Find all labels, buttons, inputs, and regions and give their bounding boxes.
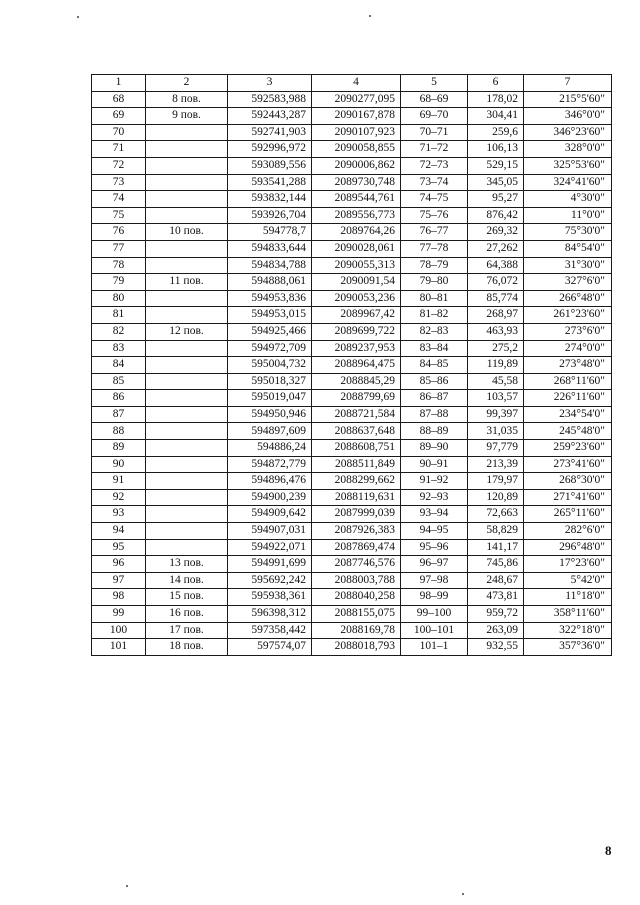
- cell-bearing: 274°0'0": [524, 340, 612, 357]
- cell-coord-x: 594888,061: [228, 274, 312, 291]
- cell-length: 64,388: [468, 257, 524, 274]
- cell-turn-label: [146, 157, 228, 174]
- cell-point-number: 84: [92, 357, 146, 374]
- cell-turn-label: 15 пов.: [146, 589, 228, 606]
- cell-point-number: 68: [92, 91, 146, 108]
- cell-coord-y: 2087869,474: [312, 539, 401, 556]
- cell-bearing: 273°48'0": [524, 357, 612, 374]
- cell-length: 97,779: [468, 440, 524, 457]
- cell-point-number: 69: [92, 108, 146, 125]
- cell-bearing: 328°0'0": [524, 141, 612, 158]
- cell-point-number: 81: [92, 307, 146, 324]
- cell-length: 959,72: [468, 606, 524, 623]
- header-col-5: 5: [401, 75, 468, 92]
- cell-bearing: 31°30'0": [524, 257, 612, 274]
- cell-bearing: 234°54'0": [524, 406, 612, 423]
- cell-coord-y: 2089730,748: [312, 174, 401, 191]
- header-col-2: 2: [146, 75, 228, 92]
- cell-coord-x: 594972,709: [228, 340, 312, 357]
- cell-segment: 77–78: [401, 240, 468, 257]
- cell-segment: 93–94: [401, 506, 468, 523]
- cell-segment: 88–89: [401, 423, 468, 440]
- cell-coord-y: 2087926,383: [312, 523, 401, 540]
- cell-coord-x: 595938,361: [228, 589, 312, 606]
- cell-turn-label: [146, 290, 228, 307]
- table-row: [92, 91, 612, 108]
- cell-turn-label: [146, 340, 228, 357]
- cell-length: 31,035: [468, 423, 524, 440]
- cell-coord-x: 594872,779: [228, 456, 312, 473]
- cell-bearing: 261°23'60": [524, 307, 612, 324]
- cell-point-number: 75: [92, 207, 146, 224]
- cell-segment: 80–81: [401, 290, 468, 307]
- table-row: [92, 473, 612, 490]
- cell-coord-y: 2090107,923: [312, 124, 401, 141]
- table-row: [92, 224, 612, 241]
- cell-length: 213,39: [468, 456, 524, 473]
- header-col-1: 1: [92, 75, 146, 92]
- cell-coord-y: 2088511,849: [312, 456, 401, 473]
- cell-length: 345,05: [468, 174, 524, 191]
- cell-coord-x: 593541,288: [228, 174, 312, 191]
- cell-point-number: 100: [92, 622, 146, 639]
- cell-point-number: 80: [92, 290, 146, 307]
- cell-coord-y: 2089764,26: [312, 224, 401, 241]
- cell-bearing: 268°30'0": [524, 473, 612, 490]
- cell-coord-y: 2088721,584: [312, 406, 401, 423]
- cell-point-number: 96: [92, 556, 146, 573]
- table-row: [92, 108, 612, 125]
- cell-turn-label: [146, 440, 228, 457]
- scan-speck: [369, 15, 371, 17]
- cell-coord-x: 595004,732: [228, 357, 312, 374]
- cell-point-number: 97: [92, 572, 146, 589]
- table-body: [92, 91, 612, 655]
- cell-bearing: 245°48'0": [524, 423, 612, 440]
- table-row: [92, 290, 612, 307]
- cell-length: 85,774: [468, 290, 524, 307]
- cell-segment: 86–87: [401, 390, 468, 407]
- cell-segment: 89–90: [401, 440, 468, 457]
- table-row: [92, 406, 612, 423]
- cell-segment: 81–82: [401, 307, 468, 324]
- cell-bearing: 259°23'60": [524, 440, 612, 457]
- cell-point-number: 92: [92, 489, 146, 506]
- table-row: [92, 323, 612, 340]
- cell-coord-y: 2088040,258: [312, 589, 401, 606]
- cell-bearing: 75°30'0": [524, 224, 612, 241]
- cell-point-number: 87: [92, 406, 146, 423]
- cell-coord-x: 594897,609: [228, 423, 312, 440]
- cell-bearing: 84°54'0": [524, 240, 612, 257]
- cell-length: 58,829: [468, 523, 524, 540]
- cell-point-number: 71: [92, 141, 146, 158]
- cell-bearing: 215°5'60": [524, 91, 612, 108]
- cell-coord-x: 594953,015: [228, 307, 312, 324]
- cell-point-number: 79: [92, 274, 146, 291]
- cell-coord-x: 595692,242: [228, 572, 312, 589]
- cell-coord-y: 2089544,761: [312, 191, 401, 208]
- cell-coord-y: 2088608,751: [312, 440, 401, 457]
- cell-bearing: 358°11'60": [524, 606, 612, 623]
- cell-turn-label: [146, 207, 228, 224]
- cell-coord-y: 2088964,475: [312, 357, 401, 374]
- cell-segment: 87–88: [401, 406, 468, 423]
- cell-turn-label: 10 пов.: [146, 224, 228, 241]
- cell-segment: 76–77: [401, 224, 468, 241]
- cell-coord-y: 2088799,69: [312, 390, 401, 407]
- table-header: [92, 75, 612, 92]
- cell-length: 120,89: [468, 489, 524, 506]
- cell-turn-label: 18 пов.: [146, 639, 228, 656]
- cell-point-number: 73: [92, 174, 146, 191]
- cell-turn-label: [146, 174, 228, 191]
- cell-bearing: 11°0'0": [524, 207, 612, 224]
- cell-coord-x: 592741,903: [228, 124, 312, 141]
- cell-turn-label: [146, 124, 228, 141]
- table-row: [92, 207, 612, 224]
- cell-coord-x: 592583,988: [228, 91, 312, 108]
- cell-coord-x: 596398,312: [228, 606, 312, 623]
- cell-bearing: 282°6'0": [524, 523, 612, 540]
- cell-coord-x: 594886,24: [228, 440, 312, 457]
- cell-bearing: 266°48'0": [524, 290, 612, 307]
- cell-length: 141,17: [468, 539, 524, 556]
- cell-coord-x: 594922,071: [228, 539, 312, 556]
- cell-point-number: 85: [92, 373, 146, 390]
- table-row: [92, 157, 612, 174]
- table-row: [92, 440, 612, 457]
- cell-turn-label: [146, 539, 228, 556]
- table-row: [92, 191, 612, 208]
- cell-coord-y: 2088845,29: [312, 373, 401, 390]
- cell-turn-label: 16 пов.: [146, 606, 228, 623]
- cell-coord-y: 2090058,855: [312, 141, 401, 158]
- table-row: [92, 622, 612, 639]
- cell-point-number: 83: [92, 340, 146, 357]
- cell-length: 259,6: [468, 124, 524, 141]
- cell-length: 119,89: [468, 357, 524, 374]
- cell-length: 106,13: [468, 141, 524, 158]
- cell-length: 745,86: [468, 556, 524, 573]
- cell-length: 72,663: [468, 506, 524, 523]
- cell-bearing: 296°48'0": [524, 539, 612, 556]
- cell-bearing: 325°53'60": [524, 157, 612, 174]
- cell-turn-label: 9 пов.: [146, 108, 228, 125]
- cell-coord-y: 2090053,236: [312, 290, 401, 307]
- cell-point-number: 77: [92, 240, 146, 257]
- cell-coord-y: 2090167,878: [312, 108, 401, 125]
- table-row: [92, 340, 612, 357]
- cell-point-number: 101: [92, 639, 146, 656]
- cell-bearing: 273°6'0": [524, 323, 612, 340]
- cell-coord-y: 2088155,075: [312, 606, 401, 623]
- cell-bearing: 11°18'0": [524, 589, 612, 606]
- cell-length: 95,27: [468, 191, 524, 208]
- cell-bearing: 226°11'60": [524, 390, 612, 407]
- table-row: [92, 141, 612, 158]
- cell-length: 269,32: [468, 224, 524, 241]
- cell-coord-x: 592443,287: [228, 108, 312, 125]
- cell-segment: 78–79: [401, 257, 468, 274]
- cell-length: 99,397: [468, 406, 524, 423]
- header-col-3: 3: [228, 75, 312, 92]
- cell-turn-label: [146, 191, 228, 208]
- cell-coord-x: 595019,047: [228, 390, 312, 407]
- cell-bearing: 346°23'60": [524, 124, 612, 141]
- cell-segment: 68–69: [401, 91, 468, 108]
- cell-turn-label: [146, 357, 228, 374]
- cell-point-number: 74: [92, 191, 146, 208]
- cell-length: 103,57: [468, 390, 524, 407]
- cell-point-number: 78: [92, 257, 146, 274]
- table-row: [92, 539, 612, 556]
- cell-turn-label: 11 пов.: [146, 274, 228, 291]
- table-row: [92, 589, 612, 606]
- cell-turn-label: 13 пов.: [146, 556, 228, 573]
- cell-length: 27,262: [468, 240, 524, 257]
- cell-bearing: 273°41'60": [524, 456, 612, 473]
- cell-length: 248,67: [468, 572, 524, 589]
- cell-coord-y: 2087999,039: [312, 506, 401, 523]
- cell-segment: 95–96: [401, 539, 468, 556]
- cell-coord-y: 2090055,313: [312, 257, 401, 274]
- cell-turn-label: [146, 489, 228, 506]
- page-number: 8: [605, 843, 612, 858]
- cell-bearing: 324°41'60": [524, 174, 612, 191]
- cell-bearing: 322°18'0": [524, 622, 612, 639]
- cell-point-number: 82: [92, 323, 146, 340]
- cell-segment: 101–1: [401, 639, 468, 656]
- cell-point-number: 95: [92, 539, 146, 556]
- cell-length: 263,09: [468, 622, 524, 639]
- cell-turn-label: 14 пов.: [146, 572, 228, 589]
- table-row: [92, 606, 612, 623]
- table-row: [92, 489, 612, 506]
- cell-coord-x: 594909,642: [228, 506, 312, 523]
- cell-bearing: 346°0'0": [524, 108, 612, 125]
- cell-segment: 72–73: [401, 157, 468, 174]
- cell-turn-label: [146, 523, 228, 540]
- cell-point-number: 99: [92, 606, 146, 623]
- cell-coord-x: 597574,07: [228, 639, 312, 656]
- cell-bearing: 17°23'60": [524, 556, 612, 573]
- cell-point-number: 93: [92, 506, 146, 523]
- cell-segment: 73–74: [401, 174, 468, 191]
- cell-coord-y: 2090006,862: [312, 157, 401, 174]
- cell-segment: 96–97: [401, 556, 468, 573]
- cell-length: 76,072: [468, 274, 524, 291]
- table-row: [92, 390, 612, 407]
- cell-bearing: 357°36'0": [524, 639, 612, 656]
- cell-turn-label: [146, 257, 228, 274]
- cell-turn-label: [146, 373, 228, 390]
- cell-point-number: 98: [92, 589, 146, 606]
- cell-point-number: 91: [92, 473, 146, 490]
- coordinates-table: [91, 74, 612, 656]
- cell-coord-y: 2089556,773: [312, 207, 401, 224]
- cell-turn-label: 8 пов.: [146, 91, 228, 108]
- cell-coord-x: 594778,7: [228, 224, 312, 241]
- table-row: [92, 639, 612, 656]
- cell-coord-y: 2088018,793: [312, 639, 401, 656]
- cell-segment: 71–72: [401, 141, 468, 158]
- cell-segment: 94–95: [401, 523, 468, 540]
- cell-segment: 97–98: [401, 572, 468, 589]
- cell-turn-label: [146, 141, 228, 158]
- cell-coord-y: 2088119,631: [312, 489, 401, 506]
- cell-segment: 85–86: [401, 373, 468, 390]
- cell-coord-y: 2088637,648: [312, 423, 401, 440]
- cell-coord-y: 2089967,42: [312, 307, 401, 324]
- cell-bearing: 327°6'0": [524, 274, 612, 291]
- cell-turn-label: [146, 473, 228, 490]
- header-col-4: 4: [312, 75, 401, 92]
- cell-length: 932,55: [468, 639, 524, 656]
- cell-segment: 79–80: [401, 274, 468, 291]
- cell-length: 178,02: [468, 91, 524, 108]
- cell-point-number: 86: [92, 390, 146, 407]
- cell-coord-x: 595018,327: [228, 373, 312, 390]
- table-row: [92, 373, 612, 390]
- cell-segment: 91–92: [401, 473, 468, 490]
- cell-turn-label: [146, 456, 228, 473]
- cell-coord-y: 2087746,576: [312, 556, 401, 573]
- cell-length: 529,15: [468, 157, 524, 174]
- table-row: [92, 572, 612, 589]
- cell-bearing: 268°11'60": [524, 373, 612, 390]
- cell-coord-x: 593926,704: [228, 207, 312, 224]
- cell-bearing: 4°30'0": [524, 191, 612, 208]
- cell-coord-y: 2088169,78: [312, 622, 401, 639]
- cell-turn-label: 12 пов.: [146, 323, 228, 340]
- cell-segment: 83–84: [401, 340, 468, 357]
- cell-point-number: 94: [92, 523, 146, 540]
- scan-speck: [126, 885, 128, 887]
- cell-point-number: 89: [92, 440, 146, 457]
- cell-length: 179,97: [468, 473, 524, 490]
- cell-point-number: 76: [92, 224, 146, 241]
- cell-segment: 98–99: [401, 589, 468, 606]
- table-row: [92, 556, 612, 573]
- table-row: [92, 307, 612, 324]
- cell-segment: 92–93: [401, 489, 468, 506]
- cell-coord-x: 593832,144: [228, 191, 312, 208]
- table-row: [92, 174, 612, 191]
- cell-coord-x: 594900,239: [228, 489, 312, 506]
- scan-speck: [77, 16, 79, 18]
- cell-bearing: 5°42'0": [524, 572, 612, 589]
- cell-coord-y: 2088003,788: [312, 572, 401, 589]
- cell-coord-y: 2090091,54: [312, 274, 401, 291]
- cell-point-number: 90: [92, 456, 146, 473]
- cell-coord-x: 592996,972: [228, 141, 312, 158]
- cell-length: 876,42: [468, 207, 524, 224]
- cell-coord-x: 594833,644: [228, 240, 312, 257]
- cell-coord-y: 2090028,061: [312, 240, 401, 257]
- table-row: [92, 423, 612, 440]
- cell-segment: 75–76: [401, 207, 468, 224]
- cell-coord-y: 2090277,095: [312, 91, 401, 108]
- cell-turn-label: [146, 240, 228, 257]
- cell-turn-label: [146, 390, 228, 407]
- cell-segment: 99–100: [401, 606, 468, 623]
- cell-coord-x: 594834,788: [228, 257, 312, 274]
- cell-turn-label: [146, 506, 228, 523]
- cell-coord-y: 2088299,662: [312, 473, 401, 490]
- cell-coord-y: 2089237,953: [312, 340, 401, 357]
- table-row: [92, 357, 612, 374]
- cell-segment: 84–85: [401, 357, 468, 374]
- table-row: [92, 257, 612, 274]
- cell-turn-label: [146, 307, 228, 324]
- cell-turn-label: [146, 423, 228, 440]
- cell-turn-label: [146, 406, 228, 423]
- cell-bearing: 265°11'60": [524, 506, 612, 523]
- header-col-6: 6: [468, 75, 524, 92]
- header-col-7: 7: [524, 75, 612, 92]
- cell-coord-x: 594991,699: [228, 556, 312, 573]
- header-row: [92, 75, 612, 92]
- cell-coord-y: 2089699,722: [312, 323, 401, 340]
- cell-point-number: 88: [92, 423, 146, 440]
- cell-segment: 70–71: [401, 124, 468, 141]
- cell-segment: 69–70: [401, 108, 468, 125]
- cell-coord-x: 594907,031: [228, 523, 312, 540]
- cell-length: 304,41: [468, 108, 524, 125]
- cell-point-number: 72: [92, 157, 146, 174]
- cell-bearing: 271°41'60": [524, 489, 612, 506]
- cell-coord-x: 594950,946: [228, 406, 312, 423]
- cell-point-number: 70: [92, 124, 146, 141]
- table-row: [92, 124, 612, 141]
- cell-coord-x: 597358,442: [228, 622, 312, 639]
- cell-coord-x: 594925,466: [228, 323, 312, 340]
- cell-segment: 82–83: [401, 323, 468, 340]
- cell-length: 275,2: [468, 340, 524, 357]
- cell-length: 473,81: [468, 589, 524, 606]
- cell-length: 45,58: [468, 373, 524, 390]
- table-row: [92, 240, 612, 257]
- table-row: [92, 523, 612, 540]
- cell-coord-x: 594896,476: [228, 473, 312, 490]
- cell-coord-x: 594953,836: [228, 290, 312, 307]
- cell-turn-label: 17 пов.: [146, 622, 228, 639]
- table-row: [92, 456, 612, 473]
- cell-length: 463,93: [468, 323, 524, 340]
- cell-segment: 74–75: [401, 191, 468, 208]
- table-row: [92, 506, 612, 523]
- cell-coord-x: 593089,556: [228, 157, 312, 174]
- cell-segment: 100–101: [401, 622, 468, 639]
- table-row: [92, 274, 612, 291]
- cell-segment: 90–91: [401, 456, 468, 473]
- scan-speck: [462, 893, 464, 895]
- cell-length: 268,97: [468, 307, 524, 324]
